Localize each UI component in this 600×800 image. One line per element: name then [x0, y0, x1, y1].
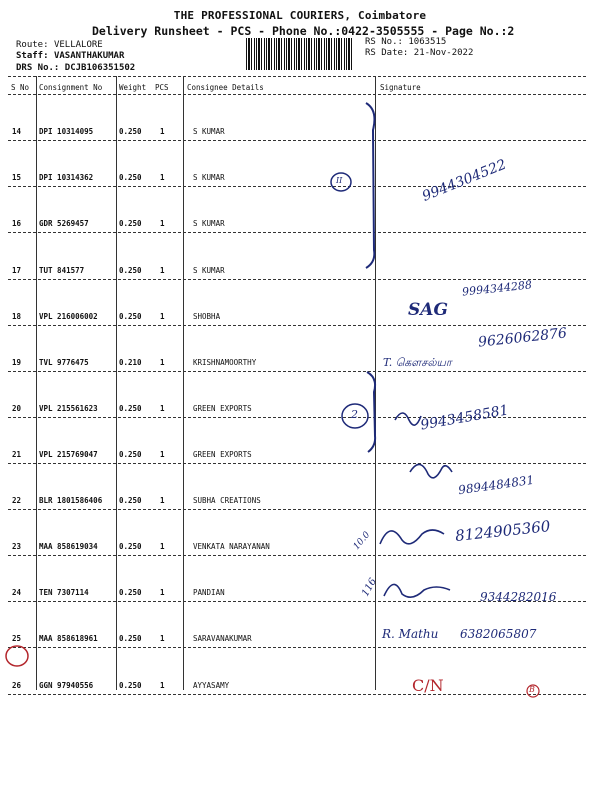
circle-20-label: 2 [351, 408, 358, 421]
handwritten-phone: 9894484831 [457, 472, 535, 498]
cell-consignee: S KUMAR [193, 219, 225, 228]
circle-26-label: B [529, 685, 535, 694]
cell-weight: 0.250 [119, 127, 142, 136]
cell-consignee: PANDIAN [193, 588, 225, 597]
cell-sno: 16 [12, 219, 22, 228]
cell-weight: 0.210 [119, 358, 142, 367]
cell-consignment-no: DPI 10314362 [39, 173, 94, 182]
handwritten-phone: 6382065807 [460, 627, 537, 641]
cell-consignee: GREEN EXPORTS [193, 404, 252, 413]
signature-scribble [384, 584, 450, 597]
cell-weight: 0.250 [119, 542, 142, 551]
cell-consignee: GREEN EXPORTS [193, 450, 252, 459]
cell-weight: 0.250 [119, 634, 142, 643]
col-header-pcs: PCS [155, 83, 169, 92]
handwritten-phone: 9344282016 [480, 590, 557, 604]
cell-pcs: 1 [160, 219, 165, 228]
bracket-stroke [366, 103, 374, 268]
cell-consignment-no: BLR 1801586406 [39, 496, 103, 505]
cell-sno: 15 [12, 173, 22, 182]
handwritten-note: C/N [412, 676, 444, 695]
cell-consignment-no: VPL 215561623 [39, 404, 98, 413]
cell-consignment-no: DPI 10314095 [39, 127, 94, 136]
cell-consignment-no: TUT 841577 [39, 266, 85, 275]
cell-consignee: S KUMAR [193, 173, 225, 182]
cell-sno: 23 [12, 542, 22, 551]
cell-consignee: S KUMAR [193, 266, 225, 275]
cell-pcs: 1 [160, 127, 165, 136]
cell-sno: 18 [12, 312, 22, 321]
cell-weight: 0.250 [119, 404, 142, 413]
cell-weight: 0.250 [119, 173, 142, 182]
signature-scribble [380, 530, 444, 544]
handwritten-phone: 8124905360 [454, 517, 552, 545]
cell-weight: 0.250 [119, 266, 142, 275]
cell-consignee: SARAVANAKUMAR [193, 634, 252, 643]
handwritten-time: 116 [360, 576, 380, 599]
handwritten-signature: T. கௌசல்யா [383, 356, 452, 369]
cell-weight: 0.250 [119, 219, 142, 228]
rs-no-value: 1063515 [408, 37, 447, 47]
cell-consignee: SHOBHA [193, 312, 221, 321]
cell-consignee: VENKATA NARAYANAN [193, 542, 270, 551]
rs-date-value: 21-Nov-2022 [413, 48, 474, 58]
col-header-weight: Weight [119, 83, 147, 92]
bracket-stroke [367, 372, 375, 452]
cell-pcs: 1 [160, 681, 165, 690]
rs-date-label: RS Date: [365, 48, 409, 58]
circle-16-label: II [336, 176, 343, 185]
cell-weight: 0.250 [119, 450, 142, 459]
cell-consignment-no: GGN 97940556 [39, 681, 94, 690]
cell-weight: 0.250 [119, 681, 142, 690]
drs-label: DRS No.: [16, 63, 60, 73]
handwritten-phone: 9943458581 [419, 402, 510, 434]
cell-consignment-no: GDR 5269457 [39, 219, 89, 228]
route-value: VELLALORE [53, 40, 103, 50]
handwritten-signature: R. Mathu [382, 627, 439, 641]
cell-sno: 26 [12, 681, 22, 690]
cell-sno: 19 [12, 358, 22, 367]
rs-no-label: RS No.: [365, 37, 403, 47]
cell-pcs: 1 [160, 404, 165, 413]
cell-consignment-no: TVL 9776475 [39, 358, 89, 367]
cell-consignee: AYYASAMY [193, 681, 230, 690]
signature-scribble [395, 413, 421, 425]
cell-consignment-no: VPL 216006002 [39, 312, 98, 321]
cell-consignee: S KUMAR [193, 127, 225, 136]
circle-mark [6, 646, 28, 666]
cell-sno: 25 [12, 634, 22, 643]
col-header-consignment: Consignment No [39, 83, 103, 92]
cell-consignment-no: MAA 858619034 [39, 542, 98, 551]
cell-consignee: KRISHNAMOORTHY [193, 358, 257, 367]
cell-pcs: 1 [160, 542, 165, 551]
cell-sno: 24 [12, 588, 22, 597]
page-subtitle: Delivery Runsheet - PCS - Phone No.:0422-3505555 - Page No.:2 [92, 24, 515, 38]
cell-weight: 0.250 [119, 588, 142, 597]
cell-pcs: 1 [160, 634, 165, 643]
cell-consignment-no: TEN 7307114 [39, 588, 89, 597]
cell-sno: 20 [12, 404, 22, 413]
cell-sno: 22 [12, 496, 22, 505]
cell-pcs: 1 [160, 358, 165, 367]
handwritten-signature: SAG [408, 300, 448, 320]
cell-pcs: 1 [160, 173, 165, 182]
staff-value: VASANTHAKUMAR [53, 51, 125, 61]
cell-consignment-no: MAA 858618961 [39, 634, 98, 643]
cell-pcs: 1 [160, 266, 165, 275]
cell-consignee: SUBHA CREATIONS [193, 496, 261, 505]
drs-value: DCJB106351502 [64, 63, 136, 73]
handwritten-time: 10.0 [351, 530, 373, 552]
staff-label: Staff: [16, 51, 49, 61]
cell-pcs: 1 [160, 312, 165, 321]
cell-weight: 0.250 [119, 496, 142, 505]
cell-sno: 21 [12, 450, 22, 459]
page-title: THE PROFESSIONAL COURIERS, Coimbatore [173, 9, 427, 22]
cell-pcs: 1 [160, 588, 165, 597]
cell-consignment-no: VPL 215769047 [39, 450, 98, 459]
route-label: Route: [16, 40, 49, 50]
cell-weight: 0.250 [119, 312, 142, 321]
col-header-consignee: Consignee Details [187, 83, 264, 92]
col-header-signature: Signature [380, 83, 421, 92]
col-header-sno: S No [11, 83, 30, 92]
handwritten-phone: 9944304522 [420, 156, 509, 205]
cell-sno: 17 [12, 266, 22, 275]
cell-pcs: 1 [160, 496, 165, 505]
cell-sno: 14 [12, 127, 22, 136]
signature-scribble [410, 464, 452, 477]
handwritten-phone: 9626062876 [477, 325, 568, 351]
cell-pcs: 1 [160, 450, 165, 459]
handwritten-phone: 9994344288 [461, 278, 533, 299]
